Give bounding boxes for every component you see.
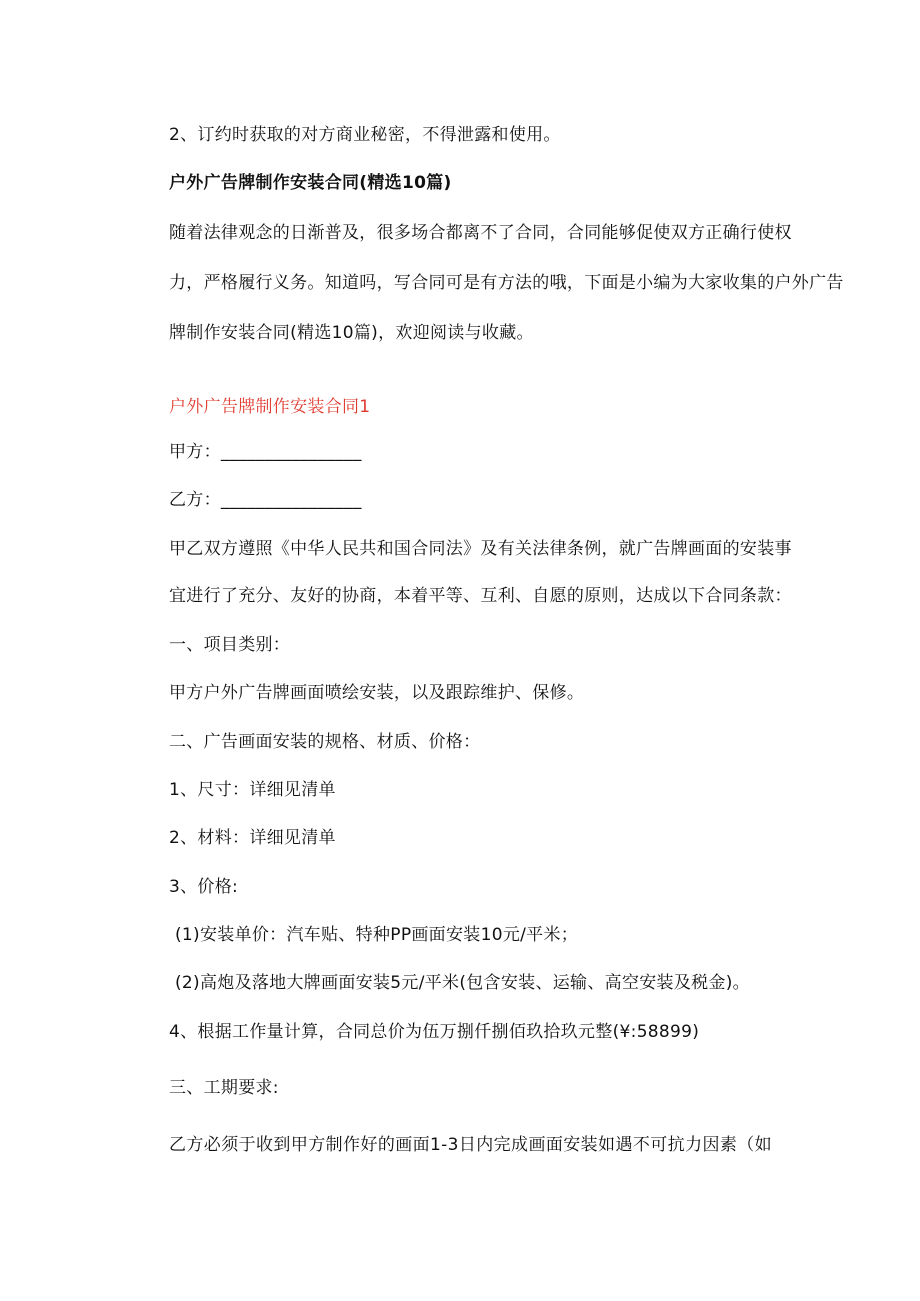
- paragraph-confidentiality: 2、订约时获取的对方商业秘密，不得泄露和使用。: [169, 125, 561, 145]
- total-price-line: 4、根据工作量计算，合同总价为伍万捌仟捌佰玖拾玖元整(¥:58899): [169, 1022, 700, 1042]
- party-b-line: 乙方：________________: [169, 490, 362, 510]
- item-category-text: 甲方户外广告牌画面喷绘安装，以及跟踪维护、保修。: [169, 683, 585, 703]
- document-title: 户外广告牌制作安装合同(精选10篇): [169, 173, 452, 193]
- intro-line-1: 随着法律观念的日渐普及，很多场合都离不了合同，合同能够促使双方正确行使权: [169, 223, 792, 243]
- spec-heading: 二、广告画面安装的规格、材质、价格：: [169, 732, 481, 752]
- intro-line-3: 牌制作安装合同(精选10篇)，欢迎阅读与收藏。: [169, 323, 534, 343]
- material-line: 2、材料：详细见清单: [169, 828, 336, 848]
- agreement-line-2: 宜进行了充分、友好的协商，本着平等、互利、自愿的原则，达成以下合同条款：: [169, 586, 792, 606]
- schedule-heading: 三、工期要求:: [169, 1078, 279, 1098]
- item-category-heading: 一、项目类别：: [169, 635, 291, 655]
- party-a-line: 甲方：________________: [169, 442, 362, 462]
- price-heading: 3、价格:: [169, 877, 239, 897]
- intro-line-2: 力，严格履行义务。知道吗，写合同可是有方法的哦，下面是小编为大家收集的户外广告: [169, 273, 844, 293]
- agreement-line-1: 甲乙双方遵照《中华人民共和国合同法》及有关法律条例，就广告牌画面的安装事: [169, 539, 792, 559]
- price-item-1: (1)安装单价：汽车贴、特种PP画面安装10元/平米；: [175, 925, 579, 945]
- size-line: 1、尺寸：详细见清单: [169, 780, 336, 800]
- schedule-text: 乙方必须于收到甲方制作好的画面1-3日内完成画面安装如遇不可抗力因素（如: [169, 1135, 772, 1155]
- price-item-2: (2)高炮及落地大牌画面安装5元/平米(包含安装、运输、高空安装及税金)。: [175, 973, 750, 993]
- section-heading-contract-1: 户外广告牌制作安装合同1: [169, 397, 371, 417]
